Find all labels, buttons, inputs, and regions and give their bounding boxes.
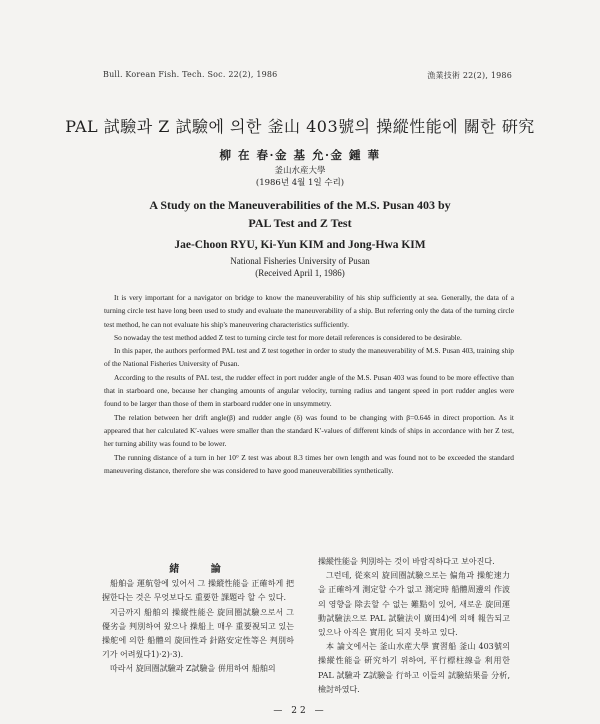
body-column-right xyxy=(318,555,510,697)
body-paragraph: 그런데, 從來의 旋回圈試驗으로는 偏角과 操舵速力을 正確하게 測定할 수가 없고 測定時 船體周邊의 作波의 영향을 除去할 수 없는 難點이 있어, 새로운 旋回運動試驗法으로 PAL 試驗法이 廣田4)에 의해 報告되고 있으나 아직은 實用化 되지 못하고 있다. xyxy=(318,571,510,638)
abstract-paragraph: In this paper, the authors performed PAL test and Z test together in order to study the maneuverability of M.S. Pusan 403, training ship of the National Fisheries University of Pusan. xyxy=(104,346,514,369)
section-heading: 緒 論 xyxy=(169,564,235,575)
body-paragraph: 操縱性能을 判別하는 것이 바람직하다고 보아진다. xyxy=(318,557,495,566)
english-title-line-1: A Study on the Maneuverabilities of the M.S. Pusan 403 by xyxy=(149,198,451,212)
body-paragraph: 지금까지 船舶의 操縱性能은 旋回圈試驗으로서 그 優劣을 判別하여 왔으나 操船上 매우 重要視되고 있는 操舵에 의한 船體의 旋回性과 針路安定性等은 判別하기가 어려웠다1)·2)·3). xyxy=(102,607,294,660)
abstract-paragraph: So nowaday the test method added Z test to turning circle test for more detail references is considered to be desirable. xyxy=(114,332,462,342)
english-affiliation: National Fisheries University of Pusan xyxy=(230,256,370,266)
english-title-line-2: PAL Test and Z Test xyxy=(248,216,352,230)
english-authors: Jae-Choon RYU, Ki-Yun KIM and Jong-Hwa KIM xyxy=(174,239,426,251)
page-number: — 22 — xyxy=(273,706,327,716)
body-paragraph: 따라서 旋回圈試驗과 Z試驗을 倂用하여 船舶의 xyxy=(110,664,276,674)
abstract-paragraph: According to the results of PAL test, the rudder effect in port rudder angle of the M.S. Pusan 403 was found to be more effective than that in starboard one, because her changing amounts of angular velocity, turning radius and tangent speed in port rudder angles were found to be larger than those of them in starboard rudder one in unsymmetry. xyxy=(104,372,514,409)
body-paragraph: 本 論文에서는 釜山水産大學 實習船 釜山 403號의 操縱性能을 硏究하기 위하여, 平行標柱線을 利用한 PAL 試驗과 Z試驗을 行하고 이들의 試驗結果를 分析, 檢討하였다. xyxy=(318,642,510,694)
abstract-paragraph: The running distance of a turn in her 10° Z test was about 8.3 times her own length and was found not to be exceeded the standard maneuvering distance, therefore she was considered to have good maneuverabilities synthetically. xyxy=(104,452,514,475)
abstract-paragraph: It is very important for a navigator on bridge to know the maneuverability of his ship sufficiently at sea. Generally, the data of a turning circle test have long been used to study and evaluate the maneuverability of a ship. But referring only the data of the turning circle test method, he can not evaluate his ship's maneuvering characteristics sufficiently. xyxy=(104,293,514,329)
english-received-date: (Received April 1, 1986) xyxy=(255,268,345,278)
journal-header-left: Bull. Korean Fish. Tech. Soc. 22(2), 1986 xyxy=(103,70,278,79)
abstract xyxy=(104,291,514,477)
journal-header-right: 漁業技術 22(2), 1986 xyxy=(427,71,512,80)
body-paragraph: 船舶을 運航함에 있어서 그 操縱性能을 正確하게 把握한다는 것은 무엇보다도 重要한 課題라 할 수 있다. xyxy=(102,579,294,603)
korean-authors: 柳 在 春·金 基 允·金 鍾 華 xyxy=(219,148,381,162)
korean-affiliation: 釜山水産大學 xyxy=(274,166,326,176)
english-title xyxy=(0,196,600,232)
body-column-left xyxy=(102,563,294,677)
korean-received-date: (1986년 4월 1일 수리) xyxy=(255,178,345,188)
abstract-paragraph: The relation between her drift angle(β) and rudder angle (δ) was found to be changing with β=0.64δ in direct proportion. As it appeared that her calculated K′-values were smaller than the standard K′-values of different kinds of ships in accordance with her Z test, her turning ability was found to be lower. xyxy=(104,412,514,449)
korean-title: PAL 試驗과 Z 試驗에 의한 釜山 403號의 操縱性能에 關한 硏究 xyxy=(65,117,535,136)
